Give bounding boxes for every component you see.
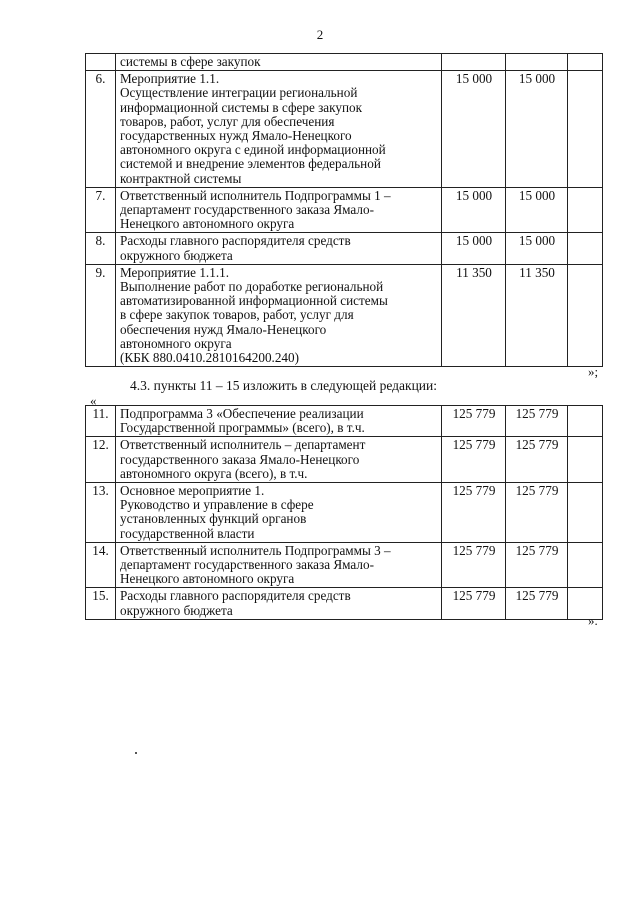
row-empty-cell xyxy=(568,71,603,188)
closing-quote-final: ». xyxy=(588,613,598,628)
row-value-2 xyxy=(506,54,568,71)
row-description: Расходы главного распорядителя средств окружного бюджета xyxy=(116,588,442,619)
table-row xyxy=(86,54,603,71)
row-value-1: 15 000 xyxy=(442,233,506,264)
row-description: системы в сфере закупок xyxy=(116,54,442,71)
table-row xyxy=(86,233,603,264)
row-value-1: 125 779 xyxy=(442,588,506,619)
row-value-1 xyxy=(442,54,506,71)
row-value-1: 125 779 xyxy=(442,406,506,437)
row-number: 13. xyxy=(86,483,116,543)
row-empty-cell xyxy=(568,233,603,264)
row-description: Основное мероприятие 1. Руководство и управление в сфере установленных функций органов государственной власти xyxy=(116,483,442,543)
table-row xyxy=(86,588,603,619)
row-number: 14. xyxy=(86,542,116,588)
section-heading: 4.3. пункты 11 – 15 изложить в следующей редакции: xyxy=(130,378,438,393)
row-empty-cell xyxy=(568,437,603,483)
table-row xyxy=(86,71,603,188)
row-value-1: 15 000 xyxy=(442,187,506,233)
closing-quote: »; xyxy=(588,364,599,379)
row-value-1: 125 779 xyxy=(442,542,506,588)
row-number: 15. xyxy=(86,588,116,619)
row-number: 8. xyxy=(86,233,116,264)
row-value-2: 125 779 xyxy=(506,406,568,437)
row-value-2: 125 779 xyxy=(506,483,568,543)
row-description: Ответственный исполнитель – департамент государственного заказа Ямало-Ненецкого автономного округа (всего), в т.ч. xyxy=(116,437,442,483)
row-empty-cell xyxy=(568,264,603,366)
row-empty-cell xyxy=(568,542,603,588)
row-description: Мероприятие 1.1.1. Выполнение работ по доработке региональной автоматизированной информационной системы в сфере закупок товаров, работ, услуг для обеспечения нужд Ямало-Ненецкого автономного округа (КБК 880.0410.2810164200.240) xyxy=(116,264,442,366)
table-row xyxy=(86,483,603,543)
row-empty-cell xyxy=(568,483,603,543)
row-empty-cell xyxy=(568,406,603,437)
row-value-1: 11 350 xyxy=(442,264,506,366)
row-value-2: 125 779 xyxy=(506,588,568,619)
row-empty-cell xyxy=(568,54,603,71)
table-row xyxy=(86,187,603,233)
row-number xyxy=(86,54,116,71)
row-number: 7. xyxy=(86,187,116,233)
row-value-2: 15 000 xyxy=(506,71,568,188)
row-value-2: 11 350 xyxy=(506,264,568,366)
table-row xyxy=(86,437,603,483)
row-value-2: 15 000 xyxy=(506,233,568,264)
row-value-2: 15 000 xyxy=(506,187,568,233)
row-empty-cell xyxy=(568,187,603,233)
row-number: 6. xyxy=(86,71,116,188)
table-row xyxy=(86,406,603,437)
row-value-2: 125 779 xyxy=(506,542,568,588)
opening-quote: « xyxy=(90,393,97,408)
row-description: Ответственный исполнитель Подпрограммы 3 – департамент государственного заказа Ямало- Ненецкого автономного округа xyxy=(116,542,442,588)
scan-artifact-dot xyxy=(135,752,137,754)
budget-table-new-edition xyxy=(85,405,603,620)
row-value-2: 125 779 xyxy=(506,437,568,483)
row-number: 9. xyxy=(86,264,116,366)
row-description: Подпрограмма 3 «Обеспечение реализации Государственной программы» (всего), в т.ч. xyxy=(116,406,442,437)
page-number: 2 xyxy=(316,27,324,42)
budget-table-continued xyxy=(85,53,603,367)
row-value-1: 125 779 xyxy=(442,483,506,543)
row-value-1: 125 779 xyxy=(442,437,506,483)
row-value-1: 15 000 xyxy=(442,71,506,188)
row-description: Расходы главного распорядителя средств окружного бюджета xyxy=(116,233,442,264)
row-description: Мероприятие 1.1. Осуществление интеграции региональной информационной системы в сфере закупок товаров, работ, услуг для обеспечения государственных нужд Ямало-Ненецкого автономного округа с единой информационной системой и внедрение элементов федеральной контрактной системы xyxy=(116,71,442,188)
table-row xyxy=(86,264,603,366)
table-row xyxy=(86,542,603,588)
row-number: 11. xyxy=(86,406,116,437)
row-description: Ответственный исполнитель Подпрограммы 1 – департамент государственного заказа Ямало- Ненецкого автономного округа xyxy=(116,187,442,233)
row-number: 12. xyxy=(86,437,116,483)
